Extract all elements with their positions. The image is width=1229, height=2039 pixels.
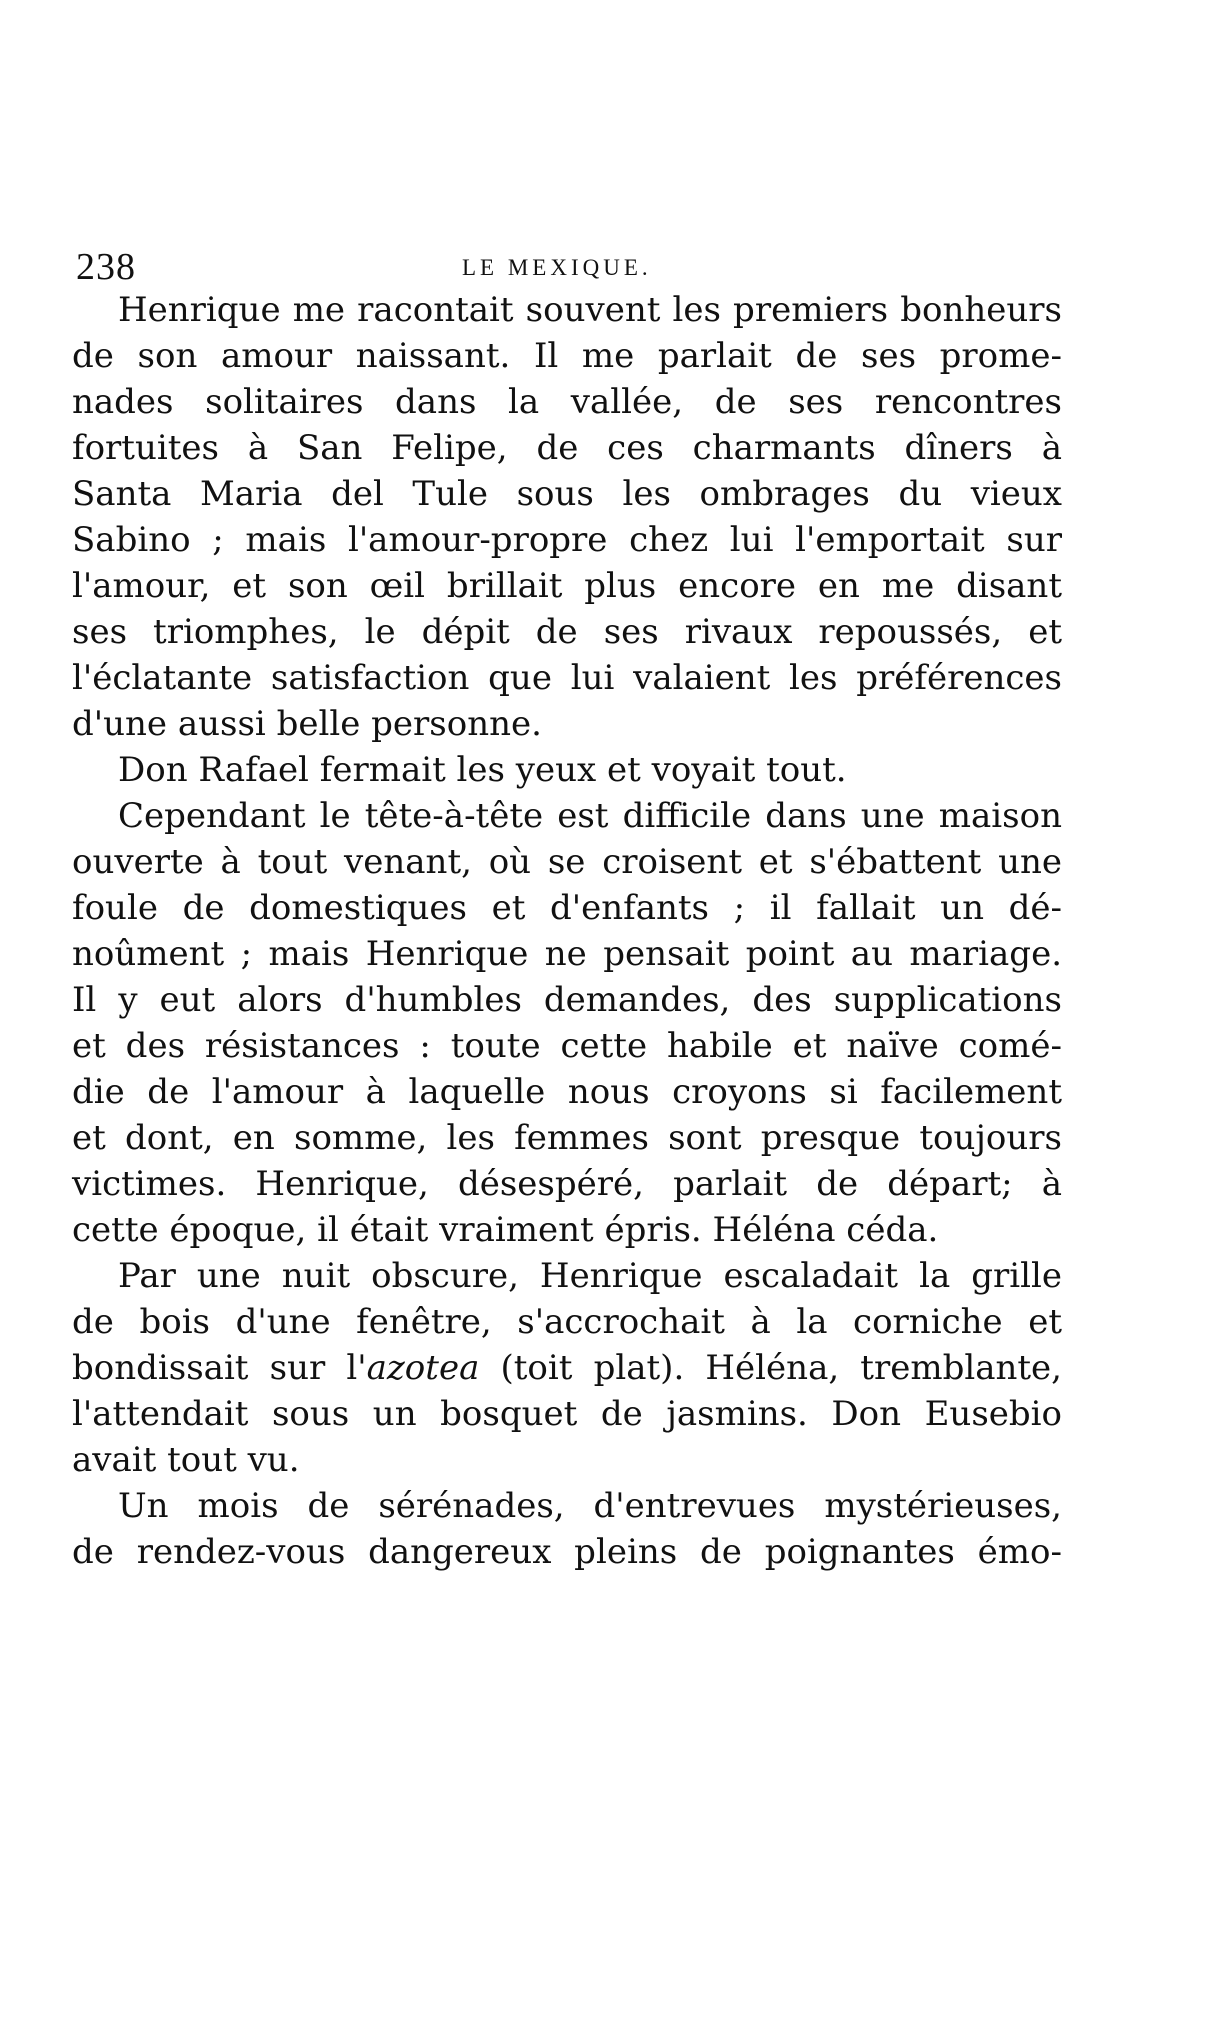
text-line: l'amour, et son œil brillait plus encore en me disant (72, 566, 1062, 606)
running-title: LE MEXIQUE. (462, 255, 652, 280)
text-line: d'une aussi belle personne. (72, 704, 542, 744)
text-line: Henrique me racontait souvent les premiers bonheurs (118, 290, 1062, 330)
text-line: foule de domestiques et d'enfants ; il fallait un dé- (72, 888, 1062, 928)
text-line: Cependant le tête-à-tête est difficile dans une maison (118, 796, 1062, 836)
text-line: Santa Maria del Tule sous les ombrages du vieux (72, 474, 1062, 514)
text-line: fortuites à San Felipe, de ces charmants dîners à (72, 428, 1062, 468)
text-line: avait tout vu. (72, 1440, 300, 1480)
italic-word: azotea (366, 1348, 480, 1388)
text-line: et des résistances : toute cette habile et naïve comé- (72, 1026, 1062, 1066)
text-line: Un mois de sérénades, d'entrevues mystérieuses, (118, 1486, 1062, 1526)
text-line: ouverte à tout venant, où se croisent et s'ébattent une (72, 842, 1062, 882)
text-segment: (toit plat). Héléna, tremblante, (479, 1348, 1062, 1388)
text-segment: bondissait sur l' (72, 1348, 367, 1388)
running-header (76, 245, 1076, 288)
text-line: victimes. Henrique, désespéré, parlait de départ; à (72, 1164, 1062, 1204)
text-line: cette époque, il était vraiment épris. Héléna céda. (72, 1210, 939, 1250)
text-line-azotea (72, 1348, 1062, 1388)
text-line: de bois d'une fenêtre, s'accrochait à la corniche et (72, 1302, 1062, 1342)
page-number: 238 (76, 246, 136, 288)
text-line: nades solitaires dans la vallée, de ses rencontres (72, 382, 1062, 422)
text-line: Il y eut alors d'humbles demandes, des supplications (72, 980, 1062, 1020)
text-line: et dont, en somme, les femmes sont presque toujours (72, 1118, 1062, 1158)
text-line: de son amour naissant. Il me parlait de ses prome- (72, 336, 1062, 376)
text-line: Don Rafael fermait les yeux et voyait tout. (118, 750, 847, 790)
text-line: de rendez-vous dangereux pleins de poignantes émo- (72, 1532, 1062, 1572)
text-line: Par une nuit obscure, Henrique escaladait la grille (118, 1256, 1062, 1296)
text-line: l'attendait sous un bosquet de jasmins. Don Eusebio (72, 1394, 1062, 1434)
text-line: l'éclatante satisfaction que lui valaient les préférences (72, 658, 1062, 698)
text-line: ses triomphes, le dépit de ses rivaux repoussés, et (72, 612, 1062, 652)
text-line: noûment ; mais Henrique ne pensait point au mariage. (72, 934, 1062, 974)
text-line: die de l'amour à laquelle nous croyons si facilement (72, 1072, 1062, 1112)
text-line: Sabino ; mais l'amour-propre chez lui l'emportait sur (72, 520, 1062, 560)
